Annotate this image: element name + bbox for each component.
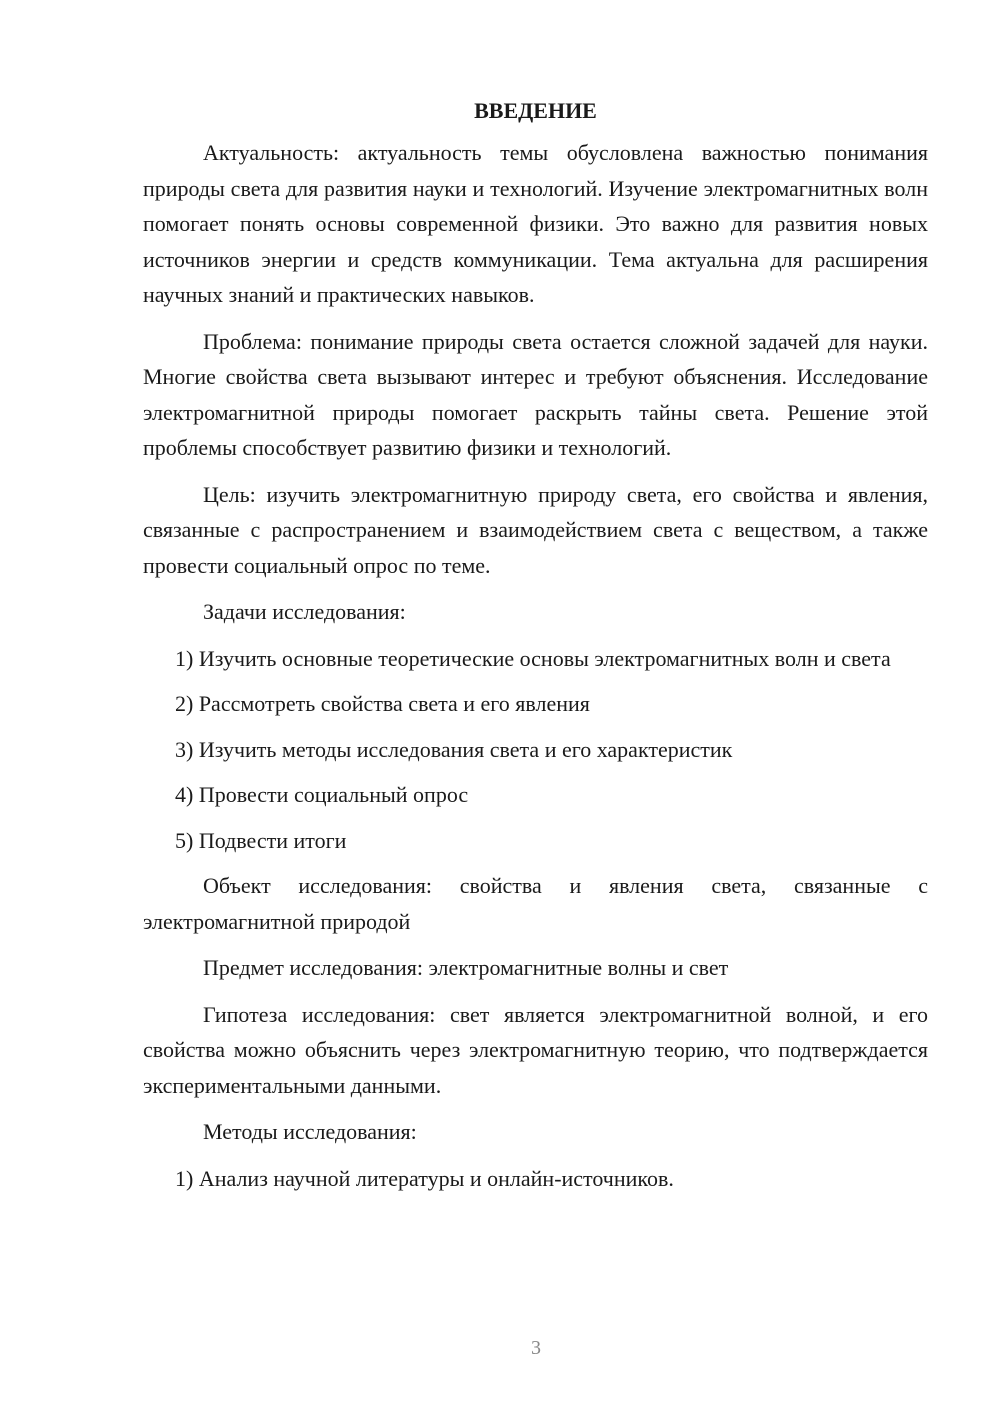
page-content [143,93,928,1206]
problem-paragraph: Проблема: понимание природы света остается сложной задачей для науки. Многие свойства света вызывают интерес и требуют объяснения. Исследование электромагнитной природы помогает раскрыть тайны света. Решение этой проблемы способствует развитию физики и технологий. [143,328,928,460]
subject-paragraph: Предмет исследования: электромагнитные волны и свет [203,955,729,980]
task-item-3: 3) Изучить методы исследования света и его характеристик [175,736,733,762]
task-item-2: 2) Рассмотреть свойства света и его явления [175,691,590,716]
tasks-heading: Задачи исследования: [203,599,406,624]
relevance-paragraph: Актуальность: актуальность темы обусловлена важностью понимания природы света для развития науки и технологий. Изучение электромагнитных волн помогает понять основы современной физики. Это важно для развития новых источников энергии и средств коммуникации. Тема актуальна для расширения научных знаний и практических навыков. [143,140,928,307]
task-item-5: 5) Подвести итоги [175,827,347,853]
task-item-1: 1) Изучить основные теоретические основы электромагнитных волн и света [175,645,891,671]
section-title: ВВЕДЕНИЕ [474,98,597,123]
object-paragraph: Объект исследования: свойства и явления света, связанные с электромагнитной природой [143,873,928,934]
goal-paragraph: Цель: изучить электромагнитную природу света, его свойства и явления, связанные с распространением и взаимодействием света с веществом, а также провести социальный опрос по теме. [143,481,928,578]
hypothesis-paragraph: Гипотеза исследования: свет является электромагнитной волной, и его свойства можно объяснить через электромагнитную теорию, что подтверждается экспериментальными данными. [143,1001,928,1098]
page-number: 3 [531,1337,541,1359]
task-item-4: 4) Провести социальный опрос [175,782,469,807]
method-item-1: 1) Анализ научной литературы и онлайн-источников. [175,1165,674,1191]
methods-heading: Методы исследования: [203,1119,417,1144]
